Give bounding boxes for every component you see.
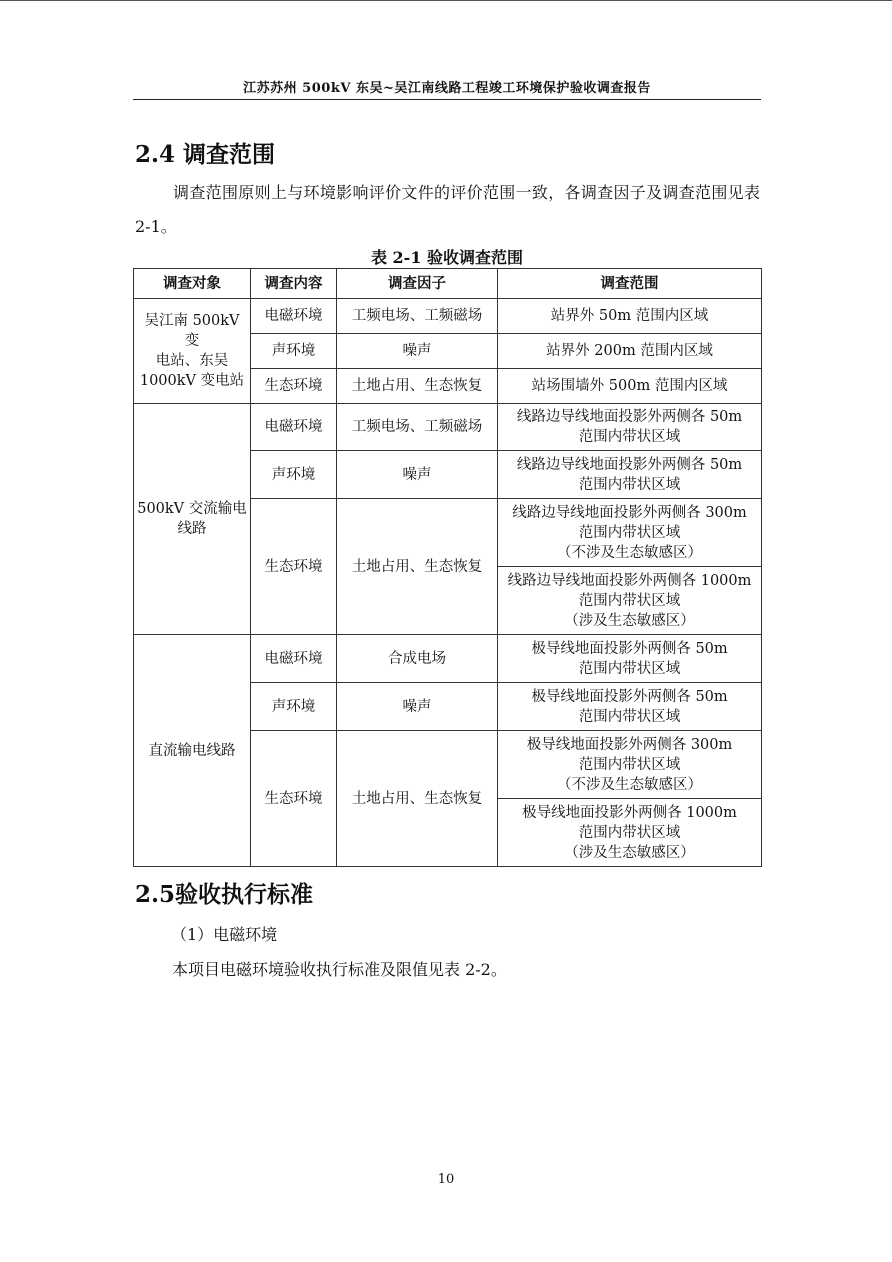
sub-item-electromagnetic: （1）电磁环境 [171, 925, 278, 944]
survey-scope-table [133, 268, 762, 867]
object-cell-dc-line: 直流输电线路 [134, 635, 251, 867]
content-cell: 生态环境 [251, 369, 337, 404]
content-cell: 生态环境 [251, 499, 337, 635]
content-cell: 电磁环境 [251, 299, 337, 334]
factor-cell: 土地占用、生态恢复 [337, 369, 498, 404]
section-heading-2-5: 2.5验收执行标准 [135, 881, 314, 908]
scope-cell: 极导线地面投影外两侧各 1000m 范围内带状区域 （涉及生态敏感区） [498, 799, 762, 867]
scope-cell: 线路边导线地面投影外两侧各 50m 范围内带状区域 [498, 404, 762, 451]
table-row [134, 404, 762, 451]
content-cell: 生态环境 [251, 731, 337, 867]
page-top-border [0, 0, 892, 1]
factor-cell: 合成电场 [337, 635, 498, 683]
header-rule [133, 99, 761, 100]
section-heading-2-4: 2.4 调查范围 [135, 141, 276, 168]
scope-cell: 线路边导线地面投影外两侧各 50m 范围内带状区域 [498, 451, 762, 499]
factor-cell: 土地占用、生态恢复 [337, 731, 498, 867]
object-cell-substations: 吴江南 500kV 变 电站、东吴 1000kV 变电站 [134, 299, 251, 404]
scope-cell: 线路边导线地面投影外两侧各 1000m 范围内带状区域 （涉及生态敏感区） [498, 567, 762, 635]
factor-cell: 土地占用、生态恢复 [337, 499, 498, 635]
section-2-5-paragraph: 本项目电磁环境验收执行标准及限值见表 2-2。 [172, 960, 507, 979]
scope-cell: 极导线地面投影外两侧各 300m 范围内带状区域 （不涉及生态敏感区） [498, 731, 762, 799]
scope-cell: 线路边导线地面投影外两侧各 300m 范围内带状区域 （不涉及生态敏感区） [498, 499, 762, 567]
scope-cell: 站界外 50m 范围内区域 [498, 299, 762, 334]
running-header: 江苏苏州 500kV 东吴~吴江南线路工程竣工环境保护验收调查报告 [243, 81, 651, 96]
header-scope: 调查范围 [498, 269, 762, 299]
content-cell: 电磁环境 [251, 635, 337, 683]
table-row [134, 299, 762, 334]
section-2-4-paragraph: 调查范围原则上与环境影响评价文件的评价范围一致，各调查因子及调查范围见表 2-1。 [135, 183, 760, 236]
content-cell: 声环境 [251, 451, 337, 499]
scope-cell: 站界外 200m 范围内区域 [498, 334, 762, 369]
factor-cell: 噪声 [337, 451, 498, 499]
content-cell: 声环境 [251, 334, 337, 369]
content-cell: 电磁环境 [251, 404, 337, 451]
factor-cell: 工频电场、工频磁场 [337, 299, 498, 334]
factor-cell: 噪声 [337, 334, 498, 369]
factor-cell: 工频电场、工频磁场 [337, 404, 498, 451]
table-row [134, 635, 762, 683]
factor-cell: 噪声 [337, 683, 498, 731]
header-factor: 调查因子 [337, 269, 498, 299]
header-object: 调查对象 [134, 269, 251, 299]
page-number: 10 [437, 1172, 455, 1187]
scope-cell: 极导线地面投影外两侧各 50m 范围内带状区域 [498, 683, 762, 731]
scope-cell: 极导线地面投影外两侧各 50m 范围内带状区域 [498, 635, 762, 683]
table-caption: 表 2-1 验收调查范围 [370, 248, 524, 267]
object-cell-ac-line: 500kV 交流输电 线路 [134, 404, 251, 635]
content-cell: 声环境 [251, 683, 337, 731]
table-header-row [134, 269, 762, 299]
header-content: 调查内容 [251, 269, 337, 299]
scope-cell: 站场围墙外 500m 范围内区域 [498, 369, 762, 404]
